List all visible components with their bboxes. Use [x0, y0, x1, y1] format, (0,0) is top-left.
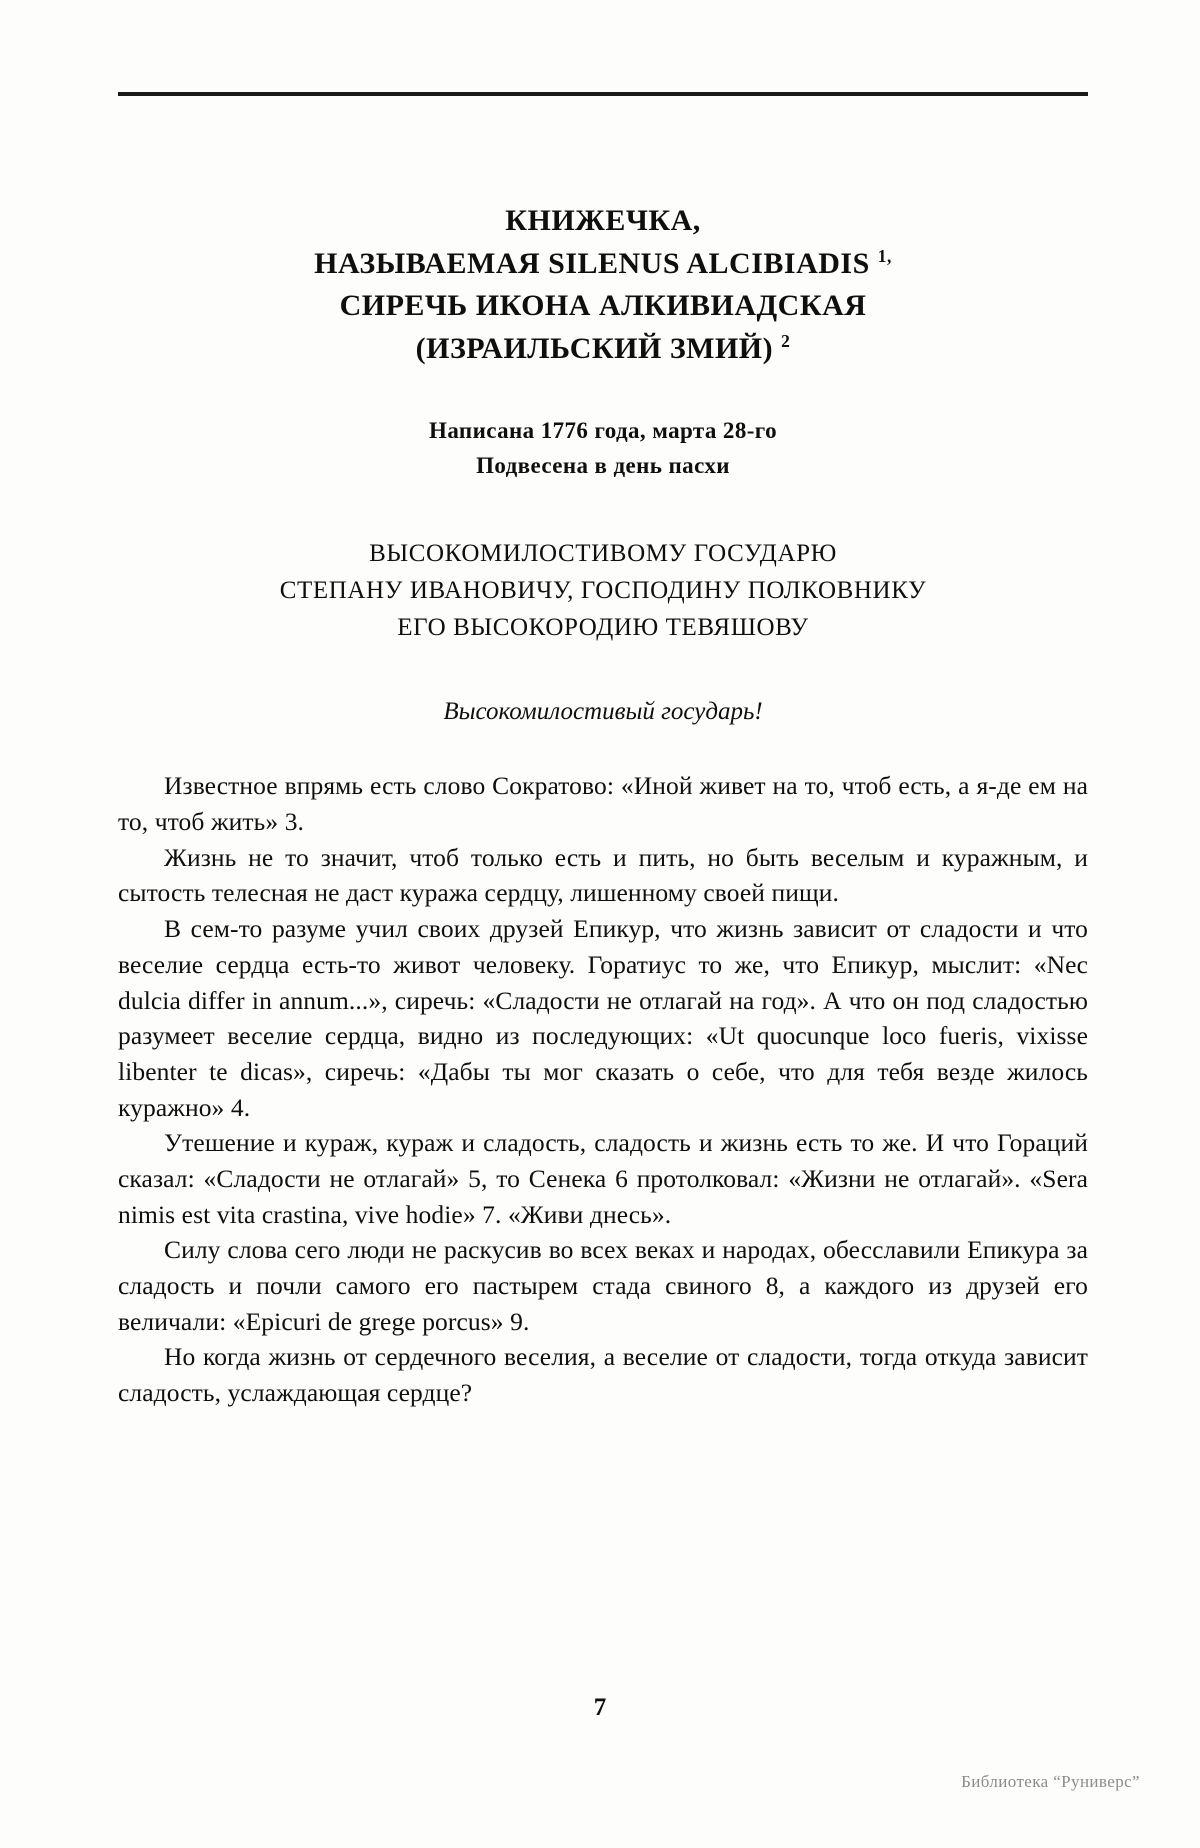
subtitle — [118, 414, 1088, 483]
page-number: 7 — [593, 1694, 607, 1721]
dedication-line-3: ЕГО ВЫСОКОРОДИЮ ТЕВЯШОВУ — [397, 614, 809, 642]
subtitle-line-2: Подвесена в день пасхи — [476, 452, 730, 478]
paragraph: Но когда жизнь от сердечного веселия, а веселие от сладости, тогда откуда зависит сладость, услаждающая сердце? — [118, 1342, 1088, 1408]
subtitle-line-1: Написана 1776 года, марта 28-го — [429, 418, 777, 444]
top-rule — [118, 92, 1088, 96]
title-line-1: КНИЖЕЧКА, — [505, 204, 701, 237]
dedication — [118, 535, 1088, 646]
title-footnote-2: 2 — [781, 330, 791, 351]
paragraph: Утешение и кураж, кураж и сладость, сладость и жизнь есть то же. И что Гораций сказал: «Сладости не отлагай» 5, то Сенека 6 протолковал: «Жизни не отлагай». «Sera nimis est vita crastina, vive hodie» 7. «Живи днесь». — [118, 1128, 1088, 1229]
title-line-4: (ИЗРАИЛЬСКИЙ ЗМИЙ) $^2$ — [415, 330, 791, 365]
page-title — [118, 200, 1088, 370]
paragraph: Силу слова сего люди не раскусив во всех веках и народах, обесславили Епикура за сладость и почли самого его пастырем стада свиного 8, а каждого из друзей его величали: «Epicuri de grege porcus» 9. — [118, 1235, 1088, 1336]
body-text — [118, 768, 1088, 1410]
paragraph: Известное впрямь есть слово Сократово: «Иной живет на то, чтоб есть, а я-де ем на то, чтоб жить» 3. — [118, 771, 1088, 837]
title-footnote-1: 1, — [877, 245, 892, 266]
title-line-3: СИРЕЧЬ ИКОНА АЛКИВИАДСКАЯ — [339, 289, 867, 323]
salutation: Высокомилостивый государь! — [443, 698, 763, 726]
dedication-line-2: СТЕПАНУ ИВАНОВИЧУ, ГОСПОДИНУ ПОЛКОВНИКУ — [279, 577, 927, 605]
dedication-line-1: ВЫСОКОМИЛОСТИВОМУ ГОСУДАРЮ — [369, 540, 837, 568]
paragraph: В сем-то разуме учил своих друзей Епикур, что жизнь зависит от сладости и что веселие сердца есть-то живот человеку. Горатиус то же, что Епикур, мыслит: «Nec dulcia differ in annum...», сиречь: «Сладости не отлагай на год». А что он под сладостью разумеет веселие сердца, видно из последующих: «Ut quocunque loco fueris, vixisse libenter te dicas», сиречь: «Дабы ты мог сказать о себе, что для тебя везде жилось куражно» 4. — [118, 914, 1088, 1122]
paragraph: Жизнь не то значит, чтоб только есть и пить, но быть веселым и куражным, и сытость телесная не даст куража сердцу, лишенному своей пищи. — [118, 842, 1088, 908]
page-content — [118, 200, 1088, 1411]
title-line-2: НАЗЫВАЕМАЯ SILENUS ALCIBIADIS $^{1,}$ — [314, 245, 892, 280]
library-watermark: Библиотека “Руниверс” — [961, 1772, 1140, 1791]
